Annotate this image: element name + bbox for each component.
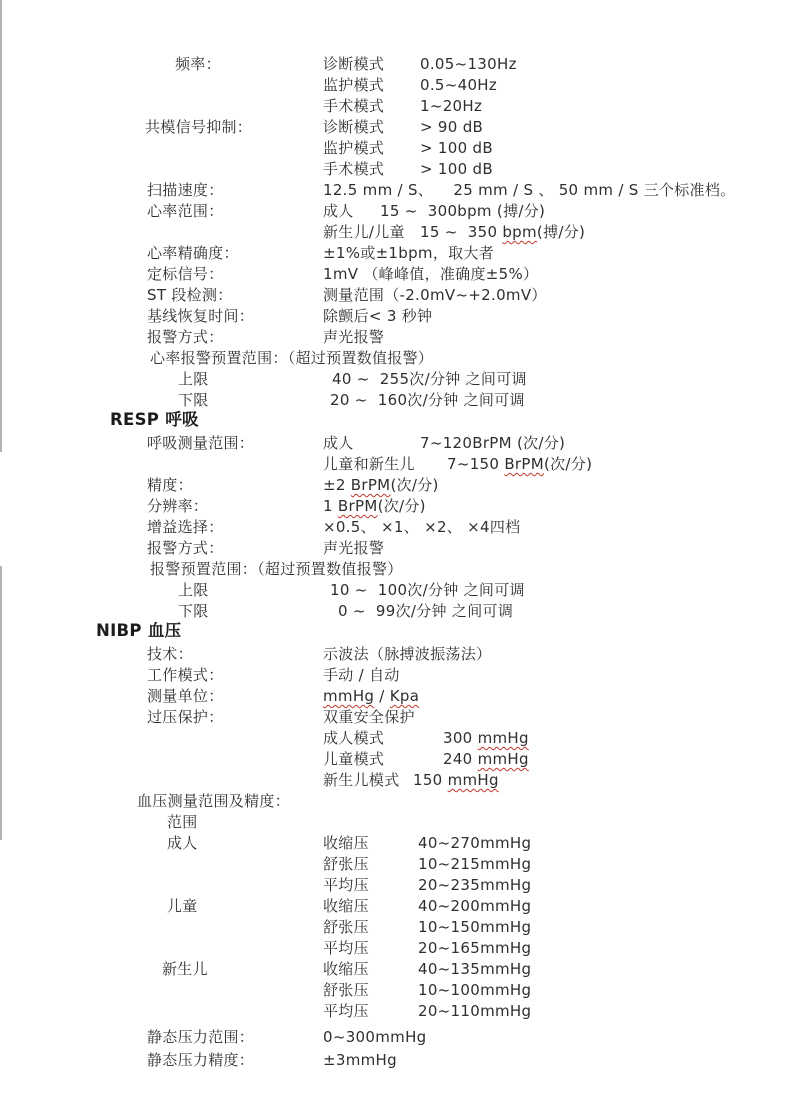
spec-text-segment: 收缩压 (323, 960, 369, 978)
spec-text-segment: 20~235mmHg (418, 876, 532, 894)
spec-text-segment (323, 475, 439, 495)
spec-text-segment: 静态压力范围： (147, 1028, 255, 1046)
spec-text-segment: ×0.5、 ×1、 ×2、 ×4四档 (323, 518, 521, 536)
text-run: 7~150 (447, 455, 505, 473)
spec-text-segment: 收缩压 (323, 834, 369, 852)
spec-line (0, 1027, 797, 1048)
spec-text-segment: 0.05~130Hz (420, 55, 517, 73)
section-heading-text (110, 410, 199, 430)
spec-text-segment: 15 ~ 300bpm (搏/分) (380, 202, 546, 220)
spec-text-segment: 上限 (178, 370, 209, 388)
text-run: 15 ~ 350 (420, 223, 503, 241)
spec-text-segment: 下限 (178, 391, 209, 409)
spec-text-segment: 声光报警 (323, 539, 385, 557)
spec-text-segment: 20~165mmHg (418, 939, 532, 957)
spec-line (0, 580, 797, 601)
spec-text-segment: 0~300mmHg (323, 1028, 427, 1046)
spec-text-segment (420, 222, 585, 242)
spec-text-segment: 成人 (167, 834, 198, 852)
spec-text-segment: 基线恢复时间： (147, 307, 255, 325)
spec-line (0, 854, 797, 875)
spec-text-segment: 平均压 (323, 876, 369, 894)
spellcheck-flagged-text: mmHg (477, 750, 529, 768)
spec-text-segment: 手动 / 自动 (323, 666, 400, 684)
spec-line (0, 517, 797, 538)
spec-text-segment: ST 段检测： (147, 286, 233, 304)
spec-line (0, 180, 797, 201)
spec-text-segment: 成人 (323, 202, 354, 220)
spec-text-segment: > 90 dB (420, 118, 484, 136)
spellcheck-flagged-text: BrPM (504, 455, 544, 473)
spec-line (0, 917, 797, 938)
spec-line (0, 686, 797, 707)
spec-text-segment: 过压保护： (147, 708, 224, 726)
spec-line (0, 896, 797, 917)
spec-line (0, 285, 797, 306)
spec-line (0, 959, 797, 980)
spec-line (0, 707, 797, 728)
spec-line (0, 980, 797, 1001)
spec-text-segment: 新生儿/儿童 (323, 223, 405, 241)
spec-text-segment: 血压测量范围及精度： (137, 792, 291, 810)
spec-line (0, 390, 797, 411)
spec-text-segment: 儿童 (167, 897, 198, 915)
spec-text-segment: 扫描速度： (147, 181, 224, 199)
spec-text-segment: > 100 dB (420, 139, 493, 157)
spec-text-segment: 双重安全保护 (323, 708, 415, 726)
spec-text-segment: 心率范围： (147, 202, 224, 220)
spec-text-segment: 1~20Hz (420, 97, 483, 115)
spec-line (0, 1050, 797, 1071)
text-run: / (374, 687, 390, 705)
spec-text-segment: 成人 (323, 434, 354, 452)
spec-text-segment: 范围 (167, 813, 198, 831)
spec-text-segment (443, 728, 529, 748)
spec-text-segment: ±3mmHg (323, 1051, 397, 1069)
spellcheck-flagged-text: bpm (502, 223, 537, 241)
section-heading (0, 410, 797, 431)
spec-text-segment: 收缩压 (323, 897, 369, 915)
spec-text-segment: 测量单位： (147, 687, 224, 705)
spec-text-segment: 成人模式 (323, 729, 385, 747)
text-run: (次/分) (543, 455, 593, 473)
text-run: 150 (413, 771, 448, 789)
spec-text-segment: 7~120BrPM (次/分) (420, 434, 566, 452)
spec-line (0, 54, 797, 75)
spellcheck-flagged-text: BrPM (350, 476, 391, 494)
spec-text-segment: 1mV （峰峰值，准确度±5%） (323, 265, 539, 283)
spec-text-segment: 频率： (175, 55, 221, 73)
spec-text-segment: ±1%或±1bpm，取大者 (323, 244, 495, 262)
spec-line (0, 264, 797, 285)
spec-line (0, 559, 797, 580)
spec-text-segment: 舒张压 (323, 981, 369, 999)
spec-line (0, 538, 797, 559)
spec-line (0, 644, 797, 665)
text-run: (次/分) (390, 476, 439, 494)
spec-line (0, 938, 797, 959)
spellcheck-flagged-text: mmHg (477, 729, 529, 747)
text-run: (搏/分) (536, 223, 586, 241)
spec-line (0, 665, 797, 686)
spec-text-segment: 报警方式： (147, 539, 224, 557)
spec-line (0, 369, 797, 390)
spec-text-segment: 平均压 (323, 1002, 369, 1020)
spec-line (0, 812, 797, 833)
spec-text-segment (447, 454, 592, 474)
spec-text-segment: 报警方式： (147, 328, 224, 346)
spec-text-segment: 20~110mmHg (418, 1002, 532, 1020)
spec-text-segment: 报警预置范围：（超过预置数值报警） (150, 560, 403, 578)
spec-line (0, 159, 797, 180)
spec-text-segment: 舒张压 (323, 855, 369, 873)
section-heading-chinese: 呼吸 (165, 410, 199, 429)
spec-text-segment: 上限 (178, 581, 209, 599)
spec-line (0, 433, 797, 454)
text-run: 300 (443, 729, 478, 747)
text-run: 240 (443, 750, 478, 768)
spec-text-segment: 10~215mmHg (418, 855, 532, 873)
spec-line (0, 833, 797, 854)
spec-line (0, 875, 797, 896)
spec-text-segment: 儿童和新生儿 (323, 455, 415, 473)
spec-text-segment: 新生儿 (162, 960, 208, 978)
spec-text-segment: 监护模式 (323, 76, 385, 94)
spec-text-segment: 测量范围（-2.0mV~+2.0mV） (323, 286, 547, 304)
spec-line (0, 327, 797, 348)
section-heading (0, 621, 797, 642)
spec-text-segment: 声光报警 (323, 328, 385, 346)
spec-text-segment: 40 ~ 255次/分钟 之间可调 (332, 370, 527, 388)
spec-line (0, 222, 797, 243)
spec-text-segment: 下限 (178, 602, 209, 620)
section-heading-latin: NIBP (96, 621, 148, 640)
spec-line (0, 243, 797, 264)
spec-text-segment: 20 ~ 160次/分钟 之间可调 (330, 391, 525, 409)
spec-line (0, 1001, 797, 1022)
spec-line (0, 496, 797, 517)
spec-line (0, 475, 797, 496)
text-run: ±2 (323, 476, 351, 494)
spec-text-segment: 0.5~40Hz (420, 76, 498, 94)
spec-line (0, 791, 797, 812)
spec-text-segment: 静态压力精度： (147, 1051, 255, 1069)
spellcheck-flagged-text: BrPM (337, 497, 378, 515)
spec-text-segment: > 100 dB (420, 160, 493, 178)
spec-text-segment (443, 749, 529, 769)
text-run: 1 (323, 497, 338, 515)
spec-text-segment: 心率报警预置范围：（超过预置数值报警） (150, 349, 434, 367)
spec-text-segment: 儿童模式 (323, 750, 385, 768)
spec-text-segment (413, 770, 499, 790)
spec-text-segment: 40~270mmHg (418, 834, 532, 852)
spec-text-segment: 诊断模式 (323, 55, 385, 73)
spec-text-segment: 0 ~ 99次/分钟 之间可调 (338, 602, 514, 620)
spec-text-segment: 工作模式： (147, 666, 224, 684)
spec-text-segment: 技术： (147, 645, 193, 663)
spec-text-segment: 10 ~ 100次/分钟 之间可调 (330, 581, 525, 599)
spec-text-segment: 40~200mmHg (418, 897, 532, 915)
spec-line (0, 601, 797, 622)
spec-text-segment: 新生儿模式 (323, 771, 400, 789)
spec-text-segment: 分辨率： (147, 497, 209, 515)
spec-text-segment: 监护模式 (323, 139, 385, 157)
spec-text-segment: 诊断模式 (323, 118, 385, 136)
section-heading-latin: RESP (110, 410, 166, 429)
spec-line (0, 96, 797, 117)
spec-text-segment: 精度： (147, 476, 193, 494)
spec-text-segment: 手术模式 (323, 97, 385, 115)
spec-line (0, 306, 797, 327)
spec-text-segment: 呼吸测量范围： (147, 434, 255, 452)
spellcheck-flagged-text: Kpa (389, 687, 420, 705)
spellcheck-flagged-text: mmHg (447, 771, 499, 789)
spec-text-segment: 10~150mmHg (418, 918, 532, 936)
spec-line (0, 454, 797, 475)
spec-line (0, 770, 797, 791)
spec-text-segment: 10~100mmHg (418, 981, 532, 999)
spec-line (0, 75, 797, 96)
spec-line (0, 117, 797, 138)
spec-text-segment: 12.5 mm / S、 25 mm / S 、 50 mm / S 三个标准档。 (323, 181, 736, 199)
spec-text-segment (323, 496, 426, 516)
spec-line (0, 728, 797, 749)
spec-text-segment: 平均压 (323, 939, 369, 957)
spellcheck-flagged-text: mmHg (323, 687, 375, 705)
spec-text-segment: 共模信号抑制： (145, 118, 253, 136)
spec-line (0, 348, 797, 369)
spec-text-segment: 40~135mmHg (418, 960, 532, 978)
spec-text-segment: 增益选择： (147, 518, 224, 536)
spec-line (0, 138, 797, 159)
spec-line (0, 749, 797, 770)
spec-text-segment (323, 686, 419, 706)
section-heading-text (96, 621, 181, 641)
spec-line (0, 201, 797, 222)
spec-text-segment: 定标信号： (147, 265, 224, 283)
text-run: (次/分) (377, 497, 426, 515)
spec-text-segment: 心率精确度： (147, 244, 239, 262)
section-heading-chinese: 血压 (147, 621, 182, 640)
spec-text-segment: 手术模式 (323, 160, 385, 178)
spec-text-segment: 舒张压 (323, 918, 369, 936)
spec-text-segment: 示波法（脉搏波振荡法） (323, 645, 492, 663)
spec-text-segment: 除颤后< 3 秒钟 (323, 307, 433, 325)
